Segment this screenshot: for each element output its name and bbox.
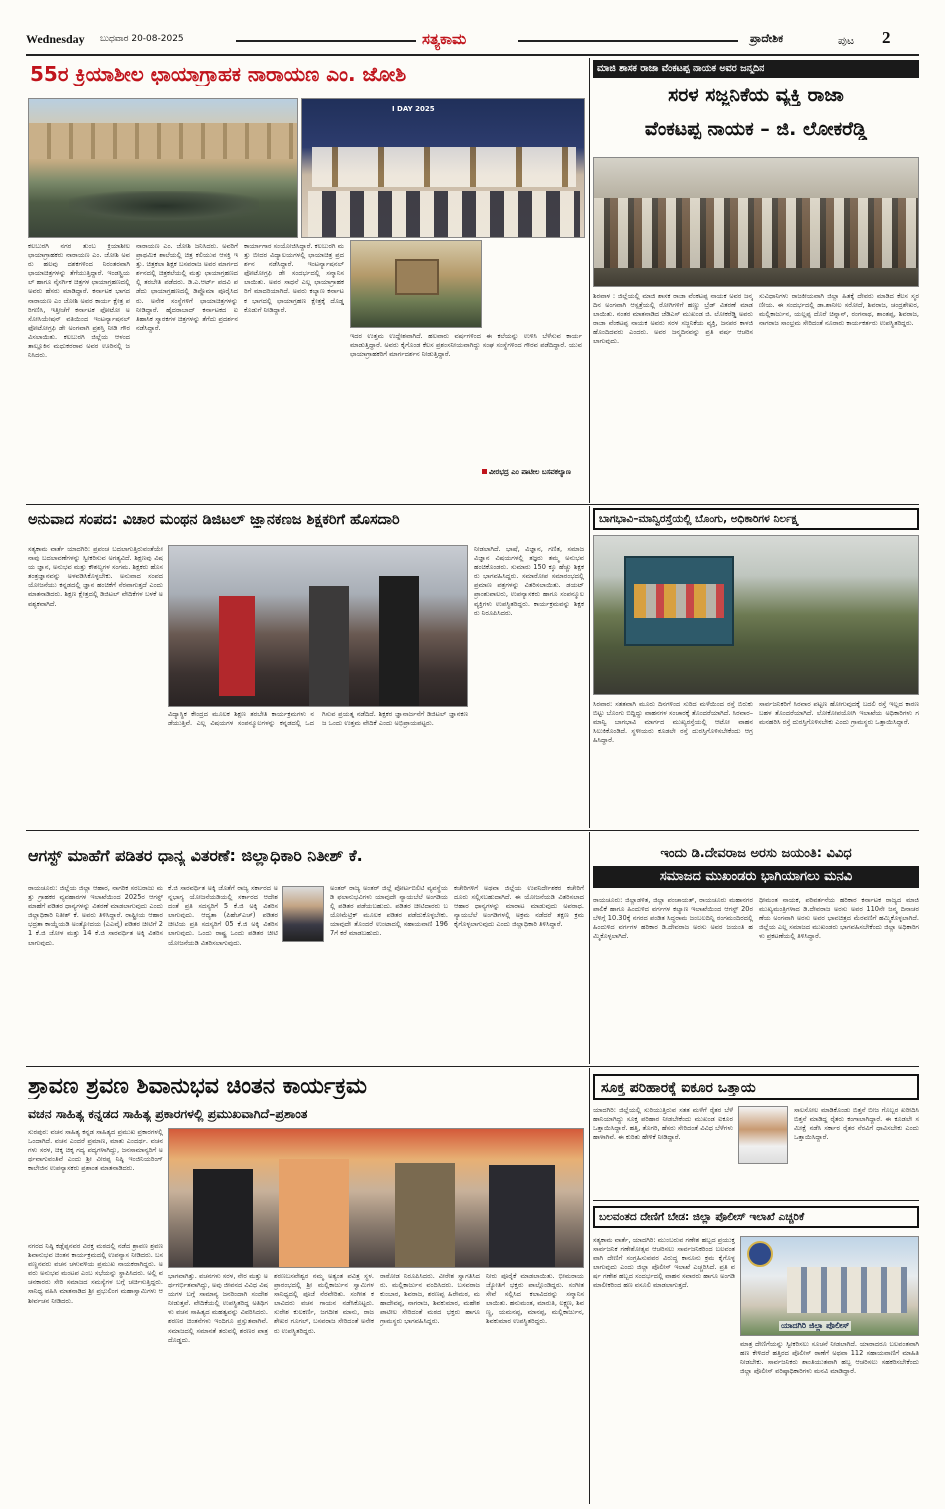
a7-column-3: ಶರಣಬಸವೇಶ್ವರ ನಮ್ಮ ಅತ್ಯಂತ ಪವಿತ್ರ ಸ್ಥಳ. ಪ್ರಾರಂಭದಲ್ಲಿ ಶ್ರೀ ಮಲ್ಲಿಕಾರ್ಜುನ ಸ್ವಾಮಿಗಳ ಸಾನಿಧ್ಯದಲ್ಲಿ ಪೂಜೆ ನೆರವೇರಿತು. ಸಂಗೀತ ಕಲಾವಿದರು ವಚನ ಗಾಯನ ನಡೆಸಿಕೊಟ್ಟರು. ಸುರೇಶ ಕುಲಕರ್ಣಿ, ಜಗದೀಶ ಮಾನು, ರಾಜಶೇಖರ ಗೂಗಲ್, ಬಸವರಾಜ ಸೇರಿದಂತೆ ಅನೇಕರು ಉಪಸ್ಥಿತರಿದ್ದರು. bbox=[274, 1272, 374, 1335]
masthead-rule-left bbox=[236, 40, 416, 42]
a8-headline-box bbox=[593, 1074, 919, 1100]
a9-photo-caption: ಯಾದಗಿರಿ ಜಿಲ್ಲಾ ಪೊಲೀಸ್ bbox=[781, 1321, 850, 1330]
a8-column-2: ಸಾಲಸೋಲ ಮಾಡಿಕೊಂಡು ಬಿತ್ತನೆ ಬೀಜ ಗೊಬ್ಬರ ಖರೀದಿಸಿ ಬಿತ್ತನೆ ಮಾಡಿದ್ದ ರೈತರು ಕಂಗಾಲಾಗಿದ್ದಾರೆ. ಈ ಕೂಡಲೇ ಸಮೀಕ್ಷೆ ನಡೆಸಿ ಸರ್ಕಾರ ರೈತರ ನೆರವಿಗೆ ಧಾವಿಸಬೇಕು ಎಂದು ಒತ್ತಾಯಿಸಿದ್ದಾರೆ. bbox=[794, 1106, 919, 1142]
a3-column-1: ಸತ್ಯಕಾಮ ವಾರ್ತೆ ಯಾದಗಿರಿ: ಪ್ರಪಂಚ ಬದಲಾಗುತ್ತಿರುವಂತೆಯೇ ನಾವು ಬದಲಾವಣೆಗಳನ್ನು ಸ್ವೀಕರಿಸುವ ಅಗತ್ಯವಿದೆ. ಶಿಕ್ಷಣವು ವಿಷಯ ಜ್ಞಾನ, ಅನುಭವ ಮತ್ತು ಕೌಶಲ್ಯಗಳ ಸಂಗಮ. ಶಿಕ್ಷಕರು ಹೊಸ ತಂತ್ರಜ್ಞಾನವನ್ನು ಅಳವಡಿಸಿಕೊಳ್ಳಬೇಕು. ಅನುವಾದ ಸಂಪದ ಯೋಜನೆಯು ಕನ್ನಡದಲ್ಲಿ ಜ್ಞಾನ ಹಂಚಿಕೆಗೆ ನೆರವಾಗುತ್ತದೆ ಎಂದು ಮಾತನಾಡಿದರು. ಶಿಕ್ಷಣ ಕ್ಷೇತ್ರದಲ್ಲಿ ಡಿಜಿಟಲ್ ವೇದಿಕೆಗಳ ಬಳಕೆ ಅವಶ್ಯಕವಾಗಿದೆ. bbox=[28, 545, 163, 608]
a6-headline-2: ಸಮಾಜದ ಮುಖಂಡರು ಭಾಗಿಯಾಗಲು ಮನವಿ bbox=[659, 869, 853, 884]
a7-intro: ಸುರಪುರ: ವಚನ ಸಾಹಿತ್ಯ ಕನ್ನಡ ಸಾಹಿತ್ಯದ ಪ್ರಮುಖ ಪ್ರಕಾರಗಳಲ್ಲಿ ಒಂದಾಗಿದೆ. ವಚನ ಎಂದರೆ ಪ್ರಮಾಣ, ಮಾತು ಎಂದರ್ಥ. ವಚನಗಳು ಸರಳ, ಚಿಕ್ಕ ಚಿಕ್ಕ ಗದ್ಯ ಪದ್ಯಗಳಾಗಿದ್ದು, ಜನಸಾಮಾನ್ಯರಿಗೆ ಅರ್ಥವಾಗುವಂತಿವೆ ಎಂದು ಶ್ರೀ ವೀರಪ್ಪ ನಿಷ್ಠಿ ಇಂಜಿನಿಯರಿಂಗ್ ಕಾಲೇಜಿನ ಉಪನ್ಯಾಸಕರು ಪ್ರಶಾಂತ ಮಾತನಾಡಿದರು. bbox=[28, 1128, 163, 1173]
divider-row-1 bbox=[26, 504, 919, 505]
page-column-rule-4 bbox=[589, 1068, 590, 1504]
divider-a8-a9 bbox=[593, 1200, 919, 1201]
a9-photo-police-office bbox=[740, 1236, 919, 1336]
a6-column-2: ಧೀಮಂತ ನಾಯಕ, ಪರಿವರ್ತನೆಯ ಹರಿಕಾರ ಕರ್ನಾಟಕ ರಾಜ್ಯದ ಮಾಜಿ ಮುಖ್ಯಮಂತ್ರಿಗಳಾದ ಡಿ.ದೇವರಾಜ ಅರಸು ಅವರ 110ನೇ ಜನ್ಮ ದಿನಾಚರಣೆಯ ಅಂಗವಾಗಿ ಅರಸು ಅವರ ಭಾವಚಿತ್ರದ ಮೆರವಣಿಗೆ ಹಮ್ಮಿಕೊಳ್ಳಲಾಗಿದೆ. ಜಿಲ್ಲೆಯ ಎಲ್ಲ ಸಮಾಜದ ಮುಖಂಡರು ಭಾಗವಹಿಸಬೇಕೆಂದು ಜಿಲ್ಲಾ ಅಧಿಕಾರಿಗಳು ಪ್ರಕಟಣೆಯಲ್ಲಿ ತಿಳಿಸಿದ್ದಾರೆ. bbox=[759, 896, 919, 941]
a8-photo-portrait bbox=[738, 1106, 788, 1164]
divider-row-2 bbox=[26, 830, 919, 831]
a5-column-1: ರಾಯಚೂರು: ಜಿಲ್ಲೆಯ ಜಿಲ್ಲಾ ಆಹಾರ, ನಾಗರಿಕ ಸರಬರಾಜು ಮತ್ತು ಗ್ರಾಹಕರ ವ್ಯವಹಾರಗಳ ಇಲಾಖೆಯಿಂದ 2025ರ ಆಗಸ್ಟ್ ಮಾಹೆಗೆ ಪಡಿತರ ಧಾನ್ಯಗಳನ್ನು ವಿತರಣೆ ಮಾಡಲಾಗುವುದು ಎಂದು ಜಿಲ್ಲಾಧಿಕಾರಿ ನಿತೀಶ್ ಕೆ. ಅವರು ತಿಳಿಸಿದ್ದಾರೆ. ರಾಷ್ಟ್ರೀಯ ಆಹಾರ ಭದ್ರತಾ ಕಾಯ್ದೆಯಡಿ ಅಂತ್ಯೋದಯ (ಎಎವೈ) ಪಡಿತರ ಚೀಟಿಗೆ 21 ಕೆ.ಜಿ ಜೋಳ ಮತ್ತು 14 ಕೆ.ಜಿ ಸಾರವರ್ಧಿತ ಅಕ್ಕಿ ವಿತರಿಸಲಾಗುವುದು. bbox=[28, 884, 163, 947]
a8-column-1: ಯಾದಗಿರಿ: ಜಿಲ್ಲೆಯಲ್ಲಿ ಸುರಿಯುತ್ತಿರುವ ಸತತ ಮಳೆಗೆ ರೈತರ ಬೆಳೆ ಹಾನಿಯಾಗಿದ್ದು ಸೂಕ್ತ ಪರಿಹಾರ ನೀಡಬೇಕೆಂದು ಮುಖಂಡ ಐಕೂರ ಒತ್ತಾಯಿಸಿದ್ದಾರೆ. ಹತ್ತಿ, ತೊಗರಿ, ಹೆಸರು ಸೇರಿದಂತೆ ವಿವಿಧ ಬೆಳೆಗಳು ಹಾಳಾಗಿವೆ. ಈ ಕುರಿತು ಹೇಳಿಕೆ ನೀಡಿದ್ದಾರೆ. bbox=[593, 1106, 733, 1142]
masthead-paper-name: ಸತ್ಯಕಾಮ bbox=[422, 30, 467, 48]
a1-headline: 55ರ ಕ್ರಿಯಾಶೀಲ ಛಾಯಾಗ್ರಾಹಕ ನಾರಾಯಣ ಎಂ. ಜೋಶಿ bbox=[30, 62, 407, 86]
masthead-rule-right bbox=[518, 40, 738, 42]
a1-photo-fort bbox=[28, 98, 298, 238]
a4-column-1: ಸಿರವಾರ: ಸತತವಾಗಿ ಮೂರು ದಿನಗಳಿಂದ ಸುರಿದ ಮಳೆಯಿಂದ ರಸ್ತೆ ಬಿರುಕು ಬಿಟ್ಟು ಬೊಂಗು ಬಿದ್ದಿದ್ದು ವಾಹನಗಳ ಸಂಚಾರಕ್ಕೆ ತೊಂದರೆಯಾಗಿದೆ. ಸಿರವಾರ–ಮಾನ್ವಿ ಬಾಗಭಾವಿ ಮಾರ್ಗದ ಮುಖ್ಯರಸ್ತೆಯಲ್ಲಿ ಆಟೋ ವಾಹನ ಸಿಲುಕಿಕೊಂಡಿದೆ. ಸ್ಥಳೀಯರು ಕೂಡಲೇ ರಸ್ತೆ ದುರಸ್ತಿಗೊಳಿಸಬೇಕೆಂದು ಆಗ್ರಹಿಸಿದ್ದಾರೆ. bbox=[593, 700, 753, 745]
page-column-rule bbox=[589, 58, 590, 503]
a7-column-2: ಭಾಗವಾಗಿತ್ತು. ವಚನಗಳು ಸರಳ, ನೇರ ಮತ್ತು ಅರ್ಥಗರ್ಭಿತವಾಗಿದ್ದು, ಅವು ಜೀವನದ ವಿವಿಧ ವಿಷಯಗಳ ಬಗ್ಗೆ ಸಾಮಾನ್ಯ ಜನರಿಂದಾಗಿ ಸಂದೇಶ ನೀಡುತ್ತವೆ. ವೇದಿಕೆಯಲ್ಲಿ ಉಪಸ್ಥಿತರಿದ್ದ ಅತಿಥಿಗಳು ವಚನ ಸಾಹಿತ್ಯದ ಮಹತ್ವವನ್ನು ವಿವರಿಸಿದರು. ಶರಣರ ಚಿಂತನೆಗಳು ಇಂದಿಗೂ ಪ್ರಸ್ತುತವಾಗಿವೆ. ಸಮಾಜದಲ್ಲಿ ಸಮಾನತೆ ತರುವಲ್ಲಿ ಶರಣರ ಪಾತ್ರ ದೊಡ್ಡದು. bbox=[168, 1272, 268, 1344]
masthead-page-word: ಪುಟ bbox=[838, 34, 855, 47]
a2-column-1: ಶಿರವಾಳ : ಜಿಲ್ಲೆಯಲ್ಲಿ ಮಾಜಿ ಶಾಸಕ ರಾಜಾ ವೆಂಕಟಪ್ಪ ನಾಯಕ ಅವರ ಜನ್ಮದಿನ ಅಂಗವಾಗಿ ಆಸ್ಪತ್ರೆಯಲ್ಲಿ ರೋಗಿಗಳಿಗೆ ಹಣ್ಣು ಬ್ರೆಡ್ ವಿತರಣೆ ಮಾಡಲಾಯಿತು. ನಂತರ ಮಾತನಾಡಿದ ಜೆಡಿಎಸ್ ಮುಖಂಡ ಜಿ. ಲೋಕರೆಡ್ಡಿ ಅವರು ರಾಜಾ ವೆಂಕಟಪ್ಪ ನಾಯಕ ಅವರು ಸರಳ ಸಜ್ಜನಿಕೆಯ ವ್ಯಕ್ತಿ, ಜನಪರ ಕಾಳಜಿ ಹೊಂದಿದವರು ಎಂದರು. ಅವರ ಜನ್ಮದಿನವನ್ನು ಪ್ರತಿ ವರ್ಷ ಆಚರಿಸಲಾಗುವುದು. bbox=[593, 292, 753, 346]
a9-column-1: ಸತ್ಯಕಾಮ ವಾರ್ತೆ, ಯಾದಗಿರಿ: ಮುಂಬರುವ ಗಣೇಶ ಹಬ್ಬದ ಪ್ರಯುಕ್ತ ಸಾರ್ವಜನಿಕ ಗಣೇಶೋತ್ಸವ ಆಚರಿಸಲು ಸಾರ್ವಜನಿಕರಿಂದ ಬಲವಂತವಾಗಿ ದೇಣಿಗೆ ಸಂಗ್ರಹಿಸುವವರ ವಿರುದ್ಧ ಕಾನೂನು ಕ್ರಮ ಕೈಗೊಳ್ಳಲಾಗುವುದು ಎಂದು ಜಿಲ್ಲಾ ಪೊಲೀಸ್ ಇಲಾಖೆ ಎಚ್ಚರಿಸಿದೆ. ಪ್ರತಿ ವರ್ಷ ಗಣೇಶ ಹಬ್ಬದ ಸಂದರ್ಭದಲ್ಲಿ ವಾಹನ ಸವಾರರು ಹಾಗೂ ಅಂಗಡಿ ಮಾಲೀಕರಿಂದ ಹಣ ವಸೂಲಿ ಮಾಡಲಾಗುತ್ತದೆ. bbox=[593, 1236, 735, 1290]
a2-kicker-box bbox=[593, 60, 919, 78]
a1-photo-temple bbox=[350, 240, 482, 328]
a1-column-4: ಇದರ ಉತ್ತಮ ಉದ್ದೇಶವಾಗಿದೆ. ಹಲವಾರು ವರ್ಷಗಳಿಂದ ಈ ಕಲೆಯನ್ನು ಉಳಿಸಿ ಬೆಳೆಸುವ ಕಾರ್ಯ ಮಾಡುತ್ತಿದ್ದಾರೆ. ಅವರು ಕೈಗೊಂಡ ಕೆಲಸ ಪ್ರಶಂಸನೀಯವಾಗಿದ್ದು ಸಂಘ ಸಂಸ್ಥೆಗಳಿಂದ ಗೌರವ ಪಡೆದಿದ್ದಾರೆ. ಯುವ ಛಾಯಾಗ್ರಾಹಕರಿಗೆ ಮಾರ್ಗದರ್ಶನ ನೀಡುತ್ತಿದ್ದಾರೆ. bbox=[350, 332, 582, 359]
a7-column-5: ನೀರು ಪೂರೈಕೆ ಮಾಡಲಾಯಿತು. ಭೀಮರಾಯ ಜ್ಯೋತಿಗೆ ಭಕ್ತರು ಪಾಲ್ಗೊಂಡಿದ್ದರು. ಸಂಗೀತ ಸೇವೆ ಸಲ್ಲಿಸಿದ ಕಲಾವಿದರನ್ನು ಸನ್ಮಾನಿಸಲಾಯಿತು. ಹನುಮಂತ, ಮಾರುತಿ, ಲಕ್ಷ್ಮಣ, ಶಿವಣ್ಣ, ಯಮನಪ್ಪ, ಮಾನಪ್ಪ, ಮಲ್ಲಿಕಾರ್ಜುನ, ಶಿವಕುಮಾರ ಉಪಸ್ಥಿತರಿದ್ದರು. bbox=[486, 1272, 584, 1326]
divider-row-3 bbox=[26, 1066, 919, 1067]
a7-column-1: ನಗರದ ನಿಷ್ಠಿ ಕಡ್ಲೆಪ್ಪನವರ ವಿರಕ್ತ ಮಠದಲ್ಲಿ ನಡೆದ ಶ್ರಾವಣ ಶ್ರವಣ ಶಿವಾನುಭವ ಚಿಂತನ ಕಾರ್ಯಕ್ರಮದಲ್ಲಿ ಉಪನ್ಯಾಸ ನೀಡಿದರು. ಬಸವಣ್ಣನವರು ವಚನ ಚಳುವಳಿಯ ಪ್ರಮುಖ ನಾಯಕರಾಗಿದ್ದರು. ಅವರು ಅನುಭವ ಮಂಟಪ ಎಂಬ ಸಭೆಯನ್ನು ಸ್ಥಾಪಿಸಿದರು. ಅಲ್ಲಿ ವಚನಕಾರರು ಸೇರಿ ಸಮಾಜದ ಸಮಸ್ಯೆಗಳ ಬಗ್ಗೆ ಚರ್ಚಿಸುತ್ತಿದ್ದರು. ಸಾನಿಧ್ಯ ವಹಿಸಿ ಮಾತನಾಡಿದ ಶ್ರೀ ಪ್ರಭುಲಿಂಗ ಮಹಾಸ್ವಾಮಿಗಳು ಆಶೀರ್ವಚನ ನೀಡಿದರು. bbox=[28, 1242, 163, 1305]
a9-headline: ಬಲವಂತದ ದೇಣಿಗೆ ಬೇಡ: ಜಿಲ್ಲಾ ಪೊಲೀಸ್ ಇಲಾಖೆ ಎಚ್ಚರಿಕೆ bbox=[599, 1211, 805, 1223]
a6-headline-2-box bbox=[593, 866, 919, 888]
a4-headline: ಬಾಗಭಾವಿ–ಮಾನ್ವಿರಸ್ತೆಯಲ್ಲಿ ಬೊಂಗು, ಅಧಿಕಾರಿಗಳ ನಿರ್ಲಕ್ಷ್ಯ bbox=[599, 513, 800, 525]
masthead bbox=[26, 30, 919, 52]
a2-column-2: ಸುವಿಧಾನಿಗಳು ರಾಜಕೀಯವಾಗಿ ಜಿಲ್ಲಾ ಹಿತಕ್ಕೆ ದೇವರು ಮಾಡಿದ ಕೆಲಸ ಸ್ಮರಣೀಯ. ಈ ಸಂದರ್ಭದಲ್ಲಿ ಡಾ.ಶಾನೀಲ ಸರೋದೆ, ಶಿವರಾಜ, ಚಂದ್ರಶೇಖರ, ಮಲ್ಲಿಕಾರ್ಜುನ, ಯಲ್ಲಪ್ಪ ದೊರೆ ಚಿನ್ನಾನ್, ರಂಗನಾಥ, ಶಾಂತಪ್ಪ, ಶಿವರಾಜ, ನಾಗರಾಜ ಸಾಂಭ್ರಮ ಸೇರಿದಂತೆ ನೂರಾರು ಕಾರ್ಯಕರ್ತರು ಉಪಸ್ಥಿತರಿದ್ದರು. bbox=[759, 292, 919, 328]
a7-column-4: ರಾಠೋಡ ನಿರೂಪಿಸಿದರು. ವೀರೇಶ ಸ್ವಾಗತಿಸಿದರು. ಮಲ್ಲಿಕಾರ್ಜುನ ವಂದಿಸಿದರು. ಬಸವರಾಜ ಕುಂಬಾರ, ಶಿವರಾಜ, ಶರಣಪ್ಪ ಹಿರೇಮಠ, ಮಹಾದೇವಪ್ಪ, ನಾಗರಾಜ, ಶಿವಕುಮಾರ, ಮಹೇಶ ಪಾಟೀಲ ಸೇರಿದಂತೆ ಮಠದ ಭಕ್ತರು ಹಾಗೂ ಗ್ರಾಮಸ್ಥರು ಭಾಗವಹಿಸಿದ್ದರು. bbox=[380, 1272, 480, 1326]
a7-subhead: ವಚನ ಸಾಹಿತ್ಯ ಕನ್ನಡದ ಸಾಹಿತ್ಯ ಪ್ರಕಾರಗಳಲ್ಲಿ ಪ್ರಮುಖವಾಗಿದೆ–ಪ್ರಶಾಂತ bbox=[28, 1106, 308, 1121]
a7-photo-stage bbox=[168, 1128, 584, 1268]
a3-headline: ಅನುವಾದ ಸಂಪದ: ವಿಚಾರ ಮಂಥನ ಡಿಜಿಟಲ್ ಜ್ಞಾನಕಣಜ ಶಿಕ್ಷಕರಿಗೆ ಹೊಸದಾರಿ bbox=[28, 512, 400, 528]
a8-headline: ಸೂಕ್ತ ಪರಿಹಾರಕ್ಕೆ ಐಕೂರ ಒತ್ತಾಯ bbox=[601, 1080, 756, 1096]
a2-headline-1: ಸರಳ ಸಜ್ಜನಿಕೆಯ ವ್ಯಕ್ತಿ ರಾಜಾ bbox=[668, 84, 844, 106]
a6-column-1: ರಾಯಚೂರು: ಜಿಲ್ಲಾಡಳಿತ, ಜಿಲ್ಲಾ ಪಂಚಾಯತ್, ರಾಯಚೂರು ಮಹಾನಗರ ಪಾಲಿಕೆ ಹಾಗೂ ಹಿಂದುಳಿದ ವರ್ಗಗಳ ಕಲ್ಯಾಣ ಇಲಾಖೆಯಿಂದ ಆಗಸ್ಟ್ 20ರ ಬೆಳಿಗ್ಗೆ 10.30ಕ್ಕೆ ನಗರದ ಪಂಡಿತ ಸಿದ್ಧರಾಮ ಜಂಬಲದಿನ್ನಿ ರಂಗಮಂದಿರದಲ್ಲಿ ಹಿಂದುಳಿದ ವರ್ಗಗಳ ಹರಿಕಾರ ಡಿ.ದೇವರಾಜ ಅರಸು ಅವರ ಜಯಂತಿ ಹಮ್ಮಿಕೊಳ್ಳಲಾಗಿದೆ. bbox=[593, 896, 753, 941]
a4-column-2: ಸಾರ್ವಜನಿಕರಿಗೆ ಸಿರವಾರ ಪಟ್ಟಣ ಹೋಗುವುದಕ್ಕೆ ಬದಲಿ ರಸ್ತೆ ಇಲ್ಲದ ಕಾರಣ ಬಹಳ ತೊಂದರೆಯಾಗಿದೆ. ಲೋಕೋಪಯೋಗಿ ಇಲಾಖೆಯ ಅಧಿಕಾರಿಗಳು ಗಮನಹರಿಸಿ ರಸ್ತೆ ದುರಸ್ತಿಗೊಳಿಸಬೇಕು ಎಂದು ಗ್ರಾಮಸ್ಥರು ಒತ್ತಾಯಿಸಿದ್ದಾರೆ. bbox=[759, 700, 919, 727]
masthead-bottom-rule bbox=[26, 54, 919, 56]
a1-photo-award bbox=[301, 98, 585, 238]
a1-photo-banner-text: I DAY 2025 bbox=[392, 105, 435, 113]
a3-column-2: ವಿದ್ಯಾಸ್ಥಿಕ ಕೇಂದ್ರದ ಮೂಲಕ ಶಿಕ್ಷಣ ತರಬೇತಿ ಕಾರ್ಯಕ್ರಮಗಳು ನಡೆಯುತ್ತಿವೆ. ಎಲ್ಲ ವಿಷಯಗಳ ಸಂಪನ್ಮೂಲಗಳನ್ನು ಕನ್ನಡದಲ್ಲಿ ಒದಗಿಸುವ ಪ್ರಯತ್ನ ನಡೆದಿದೆ. ಶಿಕ್ಷಕರ ಜ್ಞಾನಾರ್ಜನೆಗೆ ಡಿಜಿಟಲ್ ಜ್ಞಾನಕಣಜ ಒಂದು ಉತ್ತಮ ವೇದಿಕೆ ಎಂದು ಅಭಿಪ್ರಾಯಪಟ್ಟರು. bbox=[168, 710, 468, 728]
a1-byline-marker-icon bbox=[482, 469, 487, 474]
a5-column-2: ಕೆ.ಜಿ ಸಾರವರ್ಧಿತ ಅಕ್ಕಿ ಜೊತೆಗೆ ರಾಜ್ಯ ಸರ್ಕಾರದ ಅನ್ನಭಾಗ್ಯ ಯೋಜನೆಯಡಿಯಲ್ಲಿ ಸರ್ಕಾರದ ಆದೇಶದಂತೆ ಪ್ರತಿ ಸದಸ್ಯರಿಗೆ 5 ಕೆ.ಜಿ ಅಕ್ಕಿ ವಿತರಿಸಲಾಗುವುದು. ಆದ್ಯತಾ (ಪಿಹೆಚ್ಎಚ್) ಪಡಿತರ ಚೀಟಿಯ ಪ್ರತಿ ಸದಸ್ಯರಿಗೆ 05 ಕೆ.ಜಿ ಅಕ್ಕಿ ವಿತರಿಸಲಾಗುವುದು. ಒಂದು ರಾಷ್ಟ್ರ ಒಂದು ಪಡಿತರ ಚೀಟಿ ಯೋಜನೆಯಡಿ ವಿತರಿಸಲಾಗುವುದು. bbox=[168, 884, 278, 947]
a4-photo-road bbox=[593, 535, 919, 695]
a1-column-1: ಕಲಬುರಗಿ ನಗರ ತುಂಬ ಕ್ರಿಯಾಶೀಲ ಛಾಯಾಗ್ರಾಹಕರು ನಾರಾಯಣ ಎಂ. ಜೋಶಿ ಅವರು ಹಲವು ದಶಕಗಳಿಂದ ನಿರಂತರವಾಗಿ ಛಾಯಾಚಿತ್ರಗಳನ್ನು ತೆಗೆಯುತ್ತಿದ್ದಾರೆ. ಇಂಡಸ್ಟ್ರಿಯಲ್ ಹಾಗೂ ನೈಸರ್ಗಿಕ ಚಿತ್ರಗಳ ಛಾಯಾಗ್ರಹಣದಲ್ಲಿ ಅವರು ಹೆಸರು ಮಾಡಿದ್ದಾರೆ. ಕರ್ನಾಟಕ ಭಾಗದ ನಾರಾಯಣ ಎಂ ಜೋಶಿ ಅವರ ಕಾರ್ಯ ಕ್ಷೇತ್ರ ಪರಿಗಣಿಸಿ, ಇತ್ತೀಚೆಗೆ ಕರ್ನಾಟಕ ಫೋಟೋ ಅಸೋಸಿಯೇಷನ್ ವತಿಯಿಂದ ಇಂಟರ್ನ್ಯಾಷನಲ್ ಫೋಟೋಗ್ರಫಿ ಡೇ ಅಂಗವಾಗಿ ಪ್ರಶಸ್ತಿ ನೀಡಿ ಗೌರವಿಸಲಾಯಿತು. ಕಲಬುರಗಿ ಜಿಲ್ಲೆಯ ಆಳಂದ ತಾಲ್ಲೂಕಿನ ಮಧುಕರರಾವ ಅವರ ಊರಿನಲ್ಲಿ ಜನಿಸಿದರು. bbox=[28, 242, 130, 360]
a1-column-2: ನಾರಾಯಣ ಎಂ. ಜೋಶಿ ಜನಿಸಿದರು. ಅವರಿಗೆ ಪ್ರಾಥಮಿಕ ಶಾಲೆಯಲ್ಲಿ ಚಿತ್ರ ಕಲಿಯುವ ಆಸಕ್ತಿ ಇತ್ತು. ಚಿತ್ರಕಲಾ ಶಿಕ್ಷಕ ಬಸವರಾಜ ಅವರ ಮಾರ್ಗದರ್ಶನದಲ್ಲಿ ಚಿತ್ರಕಲೆಯಲ್ಲಿ ಮತ್ತು ಛಾಯಾಗ್ರಹಣದಲ್ಲಿ ತರಬೇತಿ ಪಡೆದರು. ಡಿ.ಎ.ಆರ್ಟ್ ಪದವಿ ಪಡೆದು ಛಾಯಾಗ್ರಹಣದಲ್ಲಿ ಡಿಪ್ಲೊಮಾ ಪೂರೈಸಿದರು. ಅನೇಕ ಸಂಸ್ಥೆಗಳಿಗೆ ಛಾಯಾಚಿತ್ರಗಳನ್ನು ನೀಡಿದ್ದಾರೆ. ಹೈದರಾಬಾದ್ ಕರ್ನಾಟಕದ ಐತಿಹಾಸಿಕ ಸ್ಮಾರಕಗಳ ಚಿತ್ರಗಳನ್ನು ತೆಗೆದು ಪ್ರದರ್ಶನ ನಡೆಸಿದ್ದಾರೆ. bbox=[136, 242, 238, 332]
a5-column-3: ಅಂತರ್ ರಾಜ್ಯ ಅಂತರ್ ಜಿಲ್ಲೆ ಪೋರ್ಟಬಿಲಿಟಿ ವ್ಯವಸ್ಥೆಯಡಿ ಫಲಾನುಭವಿಗಳು ಯಾವುದೇ ನ್ಯಾಯಬೆಲೆ ಅಂಗಡಿಯಲ್ಲಿ ಪಡಿತರ ಪಡೆಯಬಹುದು. ಪಡಿತರ ಚೀಟಿದಾರರು ಬಯೋಮೆಟ್ರಿಕ್ ಮೂಲಕ ಪಡಿತರ ಪಡೆದುಕೊಳ್ಳಬೇಕು. ಯಾವುದೇ ತೊಂದರೆ ಉಂಟಾದಲ್ಲಿ ಸಹಾಯವಾಣಿ 1967ಗೆ ಕರೆ ಮಾಡಬಹುದು. bbox=[330, 884, 448, 938]
a9-column-2: ಮಾತ್ರ ದೇಣಿಗೆಯನ್ನು ಸ್ವೀಕರಿಸಲು ಸೂಚನೆ ನೀಡಲಾಗಿದೆ. ಯಾರಾದರೂ ಬಲವಂತವಾಗಿ ಹಣ ಕೇಳಿದರೆ ಹತ್ತಿರದ ಪೊಲೀಸ್ ಠಾಣೆಗೆ ಅಥವಾ 112 ಸಹಾಯವಾಣಿಗೆ ಮಾಹಿತಿ ನೀಡಬೇಕು. ಸಾರ್ವಜನಿಕರು ಶಾಂತಿಯುತವಾಗಿ ಹಬ್ಬ ಆಚರಿಸಲು ಸಹಕರಿಸಬೇಕೆಂದು ಜಿಲ್ಲಾ ಪೊಲೀಸ್ ವರಿಷ್ಠಾಧಿಕಾರಿಗಳು ಮನವಿ ಮಾಡಿದ್ದಾರೆ. bbox=[740, 1340, 919, 1376]
a3-photo-event bbox=[168, 545, 468, 707]
a1-byline-text: ವೀರಭದ್ರ ಎಂ ಪಾಟೀಲ ಬಸವಕಲ್ಯಾಣ bbox=[489, 468, 571, 476]
a5-column-4: ಕಚೇರಿಗಳಿಗೆ ಅಥವಾ ಜಿಲ್ಲೆಯ ಉಪನಿರ್ದೇಶಕರ ಕಚೇರಿಗೆ ದೂರು ಸಲ್ಲಿಸಬಹುದಾಗಿದೆ. ಈ ಯೋಜನೆಯಡಿ ವಿತರಿಸಲಾದ ಆಹಾರ ಧಾನ್ಯಗಳನ್ನು ಮಾರಾಟ ಮಾಡುವುದು ಅಪರಾಧ. ನ್ಯಾಯಬೆಲೆ ಅಂಗಡಿಗಳಲ್ಲಿ ಅಕ್ರಮ ನಡೆದರೆ ತಕ್ಷಣ ಕ್ರಮ ಕೈಗೊಳ್ಳಲಾಗುವುದು ಎಂದು ಜಿಲ್ಲಾಧಿಕಾರಿ ತಿಳಿಸಿದ್ದಾರೆ. bbox=[454, 884, 584, 929]
a5-headline: ಆಗಸ್ಟ್ ಮಾಹೆಗೆ ಪಡಿತರ ಧಾನ್ಯ ವಿತರಣೆ: ಜಿಲ್ಲಾಧಿಕಾರಿ ನಿತೀಶ್ ಕೆ. bbox=[28, 846, 363, 865]
a4-headline-box bbox=[593, 508, 919, 530]
a2-headline-2: ವೆಂಕಟಪ್ಪ ನಾಯಕ – ಜಿ. ಲೋಕರೆಡ್ಡಿ bbox=[644, 118, 868, 140]
a2-kicker: ಮಾಜಿ ಶಾಸಕ ರಾಜಾ ವೆಂಕಟಪ್ಪ ನಾಯಕ ಅವರ ಜನ್ಮದಿನ bbox=[597, 63, 765, 74]
masthead-page-number: 2 bbox=[882, 28, 891, 47]
a6-headline-1: ಇಂದು ಡಿ.ದೇವರಾಜ ಅರಸು ಜಯಂತಿ: ವಿವಿಧ bbox=[660, 846, 852, 861]
page-column-rule-2 bbox=[589, 506, 590, 828]
masthead-date: ಬುಧವಾರ 20-08-2025 bbox=[100, 34, 184, 44]
a1-column-3: ಕಾರ್ಯಾಗಾರ ಸಂಯೋಜಿಸಿದ್ದಾರೆ. ಕಲಬುರಗಿ ಮತ್ತು ಬೀದರ ವಿದ್ಯಾಲಯಗಳಲ್ಲಿ ಛಾಯಾಚಿತ್ರ ಪ್ರದರ್ಶನ ನಡೆಸಿದ್ದಾರೆ. ಇಂಟರ್ನ್ಯಾಷನಲ್ ಫೋಟೋಗ್ರಫಿ ಡೇ ಸಂದರ್ಭದಲ್ಲಿ ಸನ್ಮಾನಿಸಲಾಯಿತು. ಅವರ ಸಾಧನೆ ಎಲ್ಲ ಛಾಯಾಗ್ರಾಹಕರಿಗೆ ಮಾದರಿಯಾಗಿದೆ. ಅವರು ಕಲ್ಯಾಣ ಕರ್ನಾಟಕ ಭಾಗದಲ್ಲಿ ಛಾಯಾಗ್ರಹಣ ಕ್ಷೇತ್ರಕ್ಕೆ ದೊಡ್ಡ ಕೊಡುಗೆ ನೀಡಿದ್ದಾರೆ. bbox=[244, 242, 344, 314]
a2-photo-gathering bbox=[593, 157, 919, 287]
a9-headline-box bbox=[593, 1206, 919, 1228]
a1-byline bbox=[482, 468, 584, 477]
a5-photo-collector bbox=[282, 886, 324, 942]
masthead-day: Wednesday bbox=[26, 32, 85, 46]
a7-headline: ಶ್ರಾವಣ ಶ್ರವಣ ಶಿವಾನುಭವ ಚಿಂತನ ಕಾರ್ಯಕ್ರಮ bbox=[28, 1074, 367, 1099]
page-column-rule-3 bbox=[589, 832, 590, 1064]
masthead-section: ಪ್ರಾದೇಶಿಕ bbox=[750, 32, 784, 45]
a3-column-3: ನೀಡಲಾಗಿದೆ. ಭಾಷೆ, ವಿಜ್ಞಾನ, ಗಣಿತ, ಸಮಾಜ ವಿಜ್ಞಾನ ವಿಷಯಗಳಲ್ಲಿ ತಜ್ಞರು ತಮ್ಮ ಅನುಭವ ಹಂಚಿಕೊಂಡರು. ಸುಮಾರು 150 ಕ್ಕೂ ಹೆಚ್ಚು ಶಿಕ್ಷಕರು ಭಾಗವಹಿಸಿದ್ದರು. ಸಮಾರೋಪ ಸಮಾರಂಭದಲ್ಲಿ ಪ್ರಮಾಣ ಪತ್ರಗಳನ್ನು ವಿತರಿಸಲಾಯಿತು. ಡಯಟ್ ಪ್ರಾಂಶುಪಾಲರು, ಉಪನ್ಯಾಸಕರು ಹಾಗೂ ಸಂಪನ್ಮೂಲ ವ್ಯಕ್ತಿಗಳು ಉಪಸ್ಥಿತರಿದ್ದರು. ಕಾರ್ಯಕ್ರಮವನ್ನು ಶಿಕ್ಷಕರು ನಿರೂಪಿಸಿದರು. bbox=[474, 545, 584, 617]
